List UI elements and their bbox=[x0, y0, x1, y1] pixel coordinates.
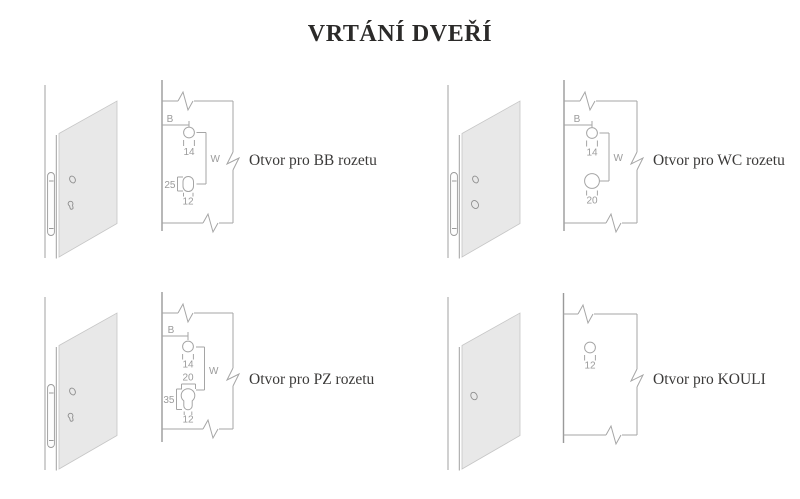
dim-20-label: 20 bbox=[586, 195, 598, 207]
dim-25-label: 25 bbox=[164, 180, 176, 191]
door-panel bbox=[45, 297, 117, 471]
dim-b-label: B bbox=[573, 114, 581, 125]
dim-12-label: 12 bbox=[182, 414, 194, 426]
label-pointer bbox=[631, 152, 643, 170]
break-mark bbox=[178, 304, 193, 322]
handle-hole-shape bbox=[184, 127, 195, 138]
dim-w-line bbox=[600, 133, 610, 181]
dim-35-label: 35 bbox=[163, 395, 175, 406]
break-mark bbox=[203, 214, 218, 232]
lock-faceplate bbox=[48, 173, 55, 236]
drilling-diagram-kouli bbox=[564, 293, 766, 444]
page-title: VRTÁNÍ DVEŘÍ bbox=[307, 21, 493, 47]
dim-14-ticks bbox=[184, 140, 195, 146]
diagram-label-pz: Otvor pro PZ rozetu bbox=[249, 371, 375, 388]
dim-14-label: 14 bbox=[182, 359, 194, 371]
diagram-label-bb: Otvor pro BB rozetu bbox=[249, 152, 377, 169]
dim-w-label: W bbox=[209, 366, 219, 377]
break-mark bbox=[606, 426, 621, 444]
dim-14-ticks bbox=[587, 141, 598, 147]
handle-hole-shape bbox=[183, 341, 194, 352]
door-illustration-bb bbox=[45, 85, 117, 259]
quadrant-wc bbox=[448, 80, 785, 259]
dim-w-label: W bbox=[210, 154, 220, 165]
pz-cylinder-hole-shape bbox=[181, 389, 195, 410]
drilling-diagram-bb bbox=[162, 80, 377, 232]
label-pointer bbox=[227, 368, 239, 386]
dim-b-line bbox=[162, 332, 188, 340]
break-mark bbox=[580, 92, 595, 110]
drilling-diagram-wc bbox=[564, 80, 785, 232]
dim-w-line bbox=[197, 133, 207, 185]
drilling-diagram-pz bbox=[162, 292, 375, 442]
dim-b-label: B bbox=[167, 325, 175, 336]
diagram-label-wc: Otvor pro WC rozetu bbox=[653, 152, 785, 169]
label-pointer bbox=[227, 152, 239, 170]
diagram-label-kouli: Otvor pro KOULI bbox=[653, 371, 766, 388]
dim-20-label: 20 bbox=[182, 372, 194, 384]
dim-w-label: W bbox=[613, 153, 623, 164]
section-outline bbox=[564, 314, 638, 435]
lock-faceplate bbox=[451, 173, 458, 236]
dim-12-label: 12 bbox=[182, 196, 194, 208]
dim-14-label: 14 bbox=[586, 147, 598, 159]
quadrant-kouli bbox=[448, 293, 766, 471]
dim-12-label: 12 bbox=[584, 360, 596, 372]
break-mark bbox=[578, 305, 593, 323]
break-mark bbox=[606, 214, 621, 232]
door-panel bbox=[448, 85, 520, 259]
label-pointer bbox=[631, 369, 643, 387]
lock-faceplate bbox=[48, 385, 55, 448]
door-panel bbox=[448, 297, 520, 471]
door-illustration-kouli bbox=[448, 297, 520, 471]
dim-35-bracket bbox=[177, 389, 183, 410]
wc-lock-hole-shape bbox=[585, 174, 600, 189]
dim-25-bracket bbox=[178, 177, 184, 191]
knob-hole-shape bbox=[585, 342, 596, 353]
break-mark bbox=[178, 92, 193, 110]
handle-hole-shape bbox=[587, 128, 598, 139]
quadrant-bb bbox=[45, 80, 377, 259]
dim-14-label: 14 bbox=[183, 147, 195, 158]
door-illustration-wc bbox=[448, 85, 520, 259]
door-illustration-pz bbox=[45, 297, 117, 471]
break-mark bbox=[203, 420, 218, 438]
bb-lock-hole-shape bbox=[183, 177, 194, 192]
quadrant-pz bbox=[45, 292, 375, 471]
dim-w-line bbox=[196, 347, 205, 390]
door-panel bbox=[45, 85, 117, 259]
dim-b-label: B bbox=[166, 114, 174, 125]
